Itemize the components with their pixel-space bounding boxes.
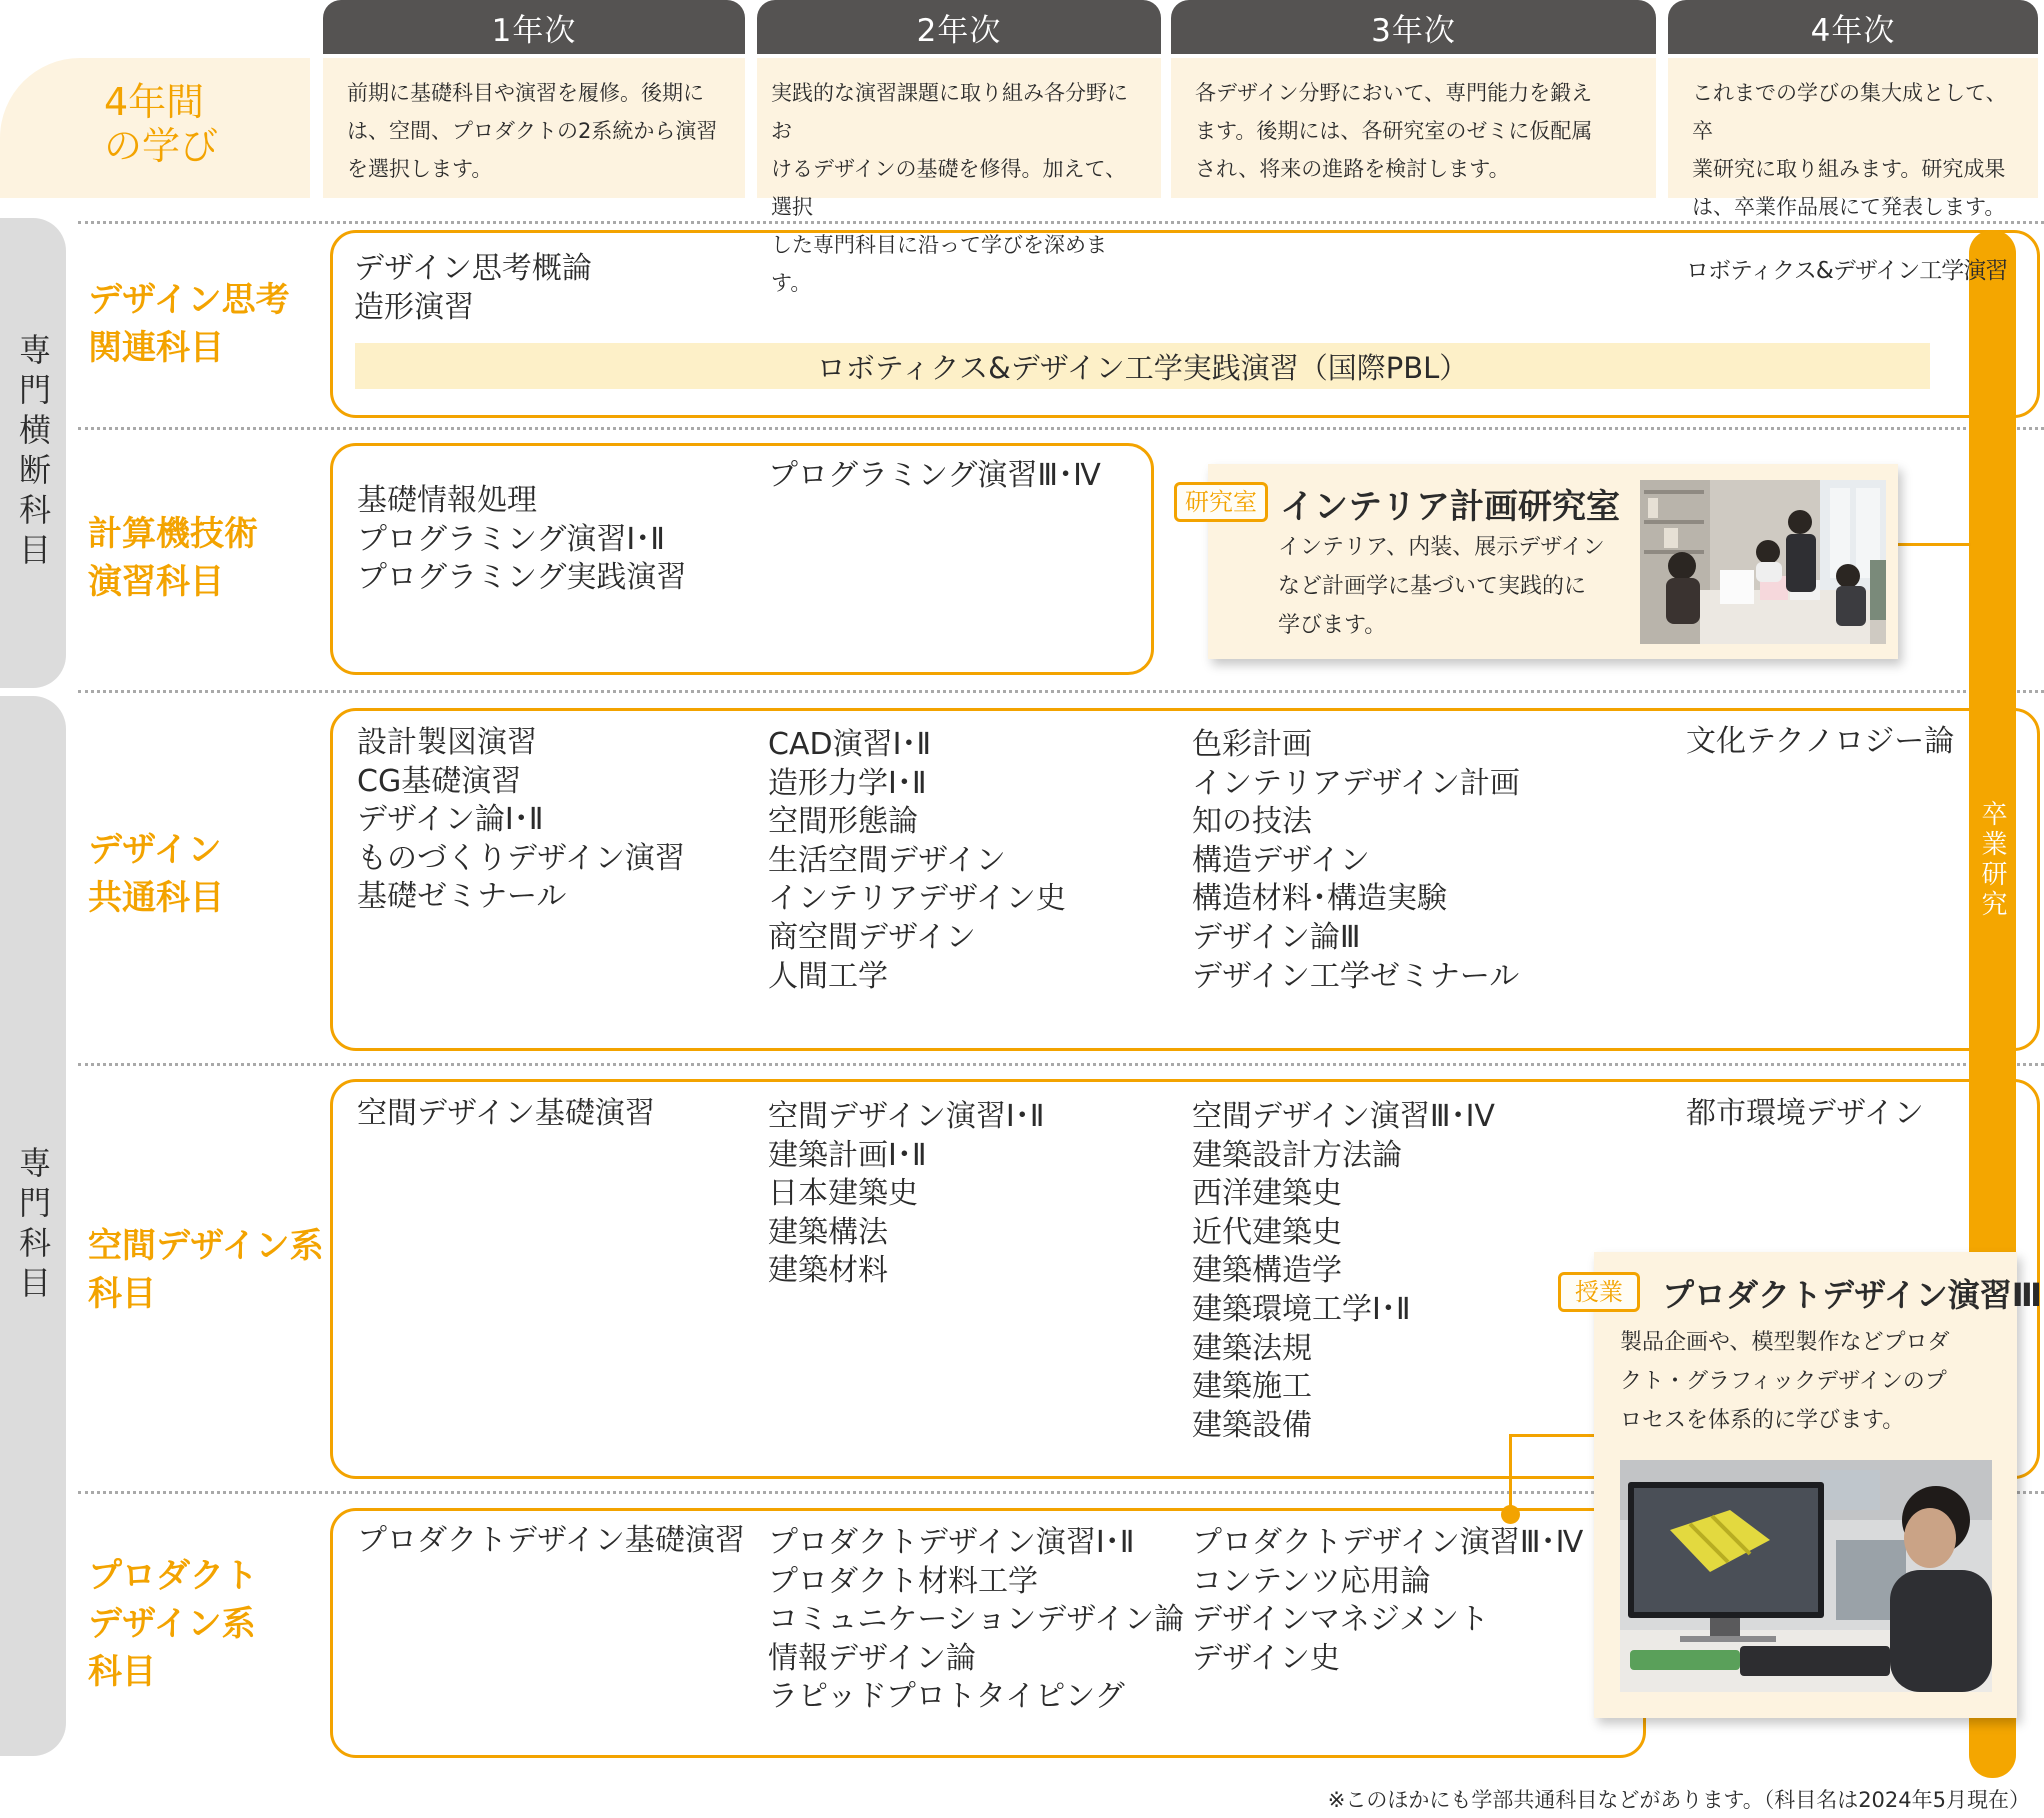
year-desc-3 bbox=[1171, 58, 1656, 198]
course-item: プログラミング演習Ⅲ･Ⅳ bbox=[768, 458, 1101, 493]
courses-common-y2 bbox=[768, 726, 1066, 996]
class-text-line: クト・グラフィックデザインのプ bbox=[1620, 1369, 1947, 1394]
desc-line: 業研究に取り組みます。研究成果 bbox=[1692, 157, 2006, 181]
year-desc-2 bbox=[757, 58, 1161, 295]
lab-connector-line bbox=[1898, 543, 1971, 546]
course-item: デザイン史 bbox=[1192, 1640, 1340, 1676]
four-year-line-2: の学び bbox=[104, 124, 219, 168]
course-item: 建築設計方法論 bbox=[1192, 1137, 1402, 1173]
lab-photo bbox=[1640, 480, 1886, 644]
class-photo-illustration bbox=[1620, 1460, 1992, 1692]
course-item: 建築材料 bbox=[768, 1253, 888, 1289]
courses-space-y1 bbox=[357, 1095, 655, 1134]
graduation-research-label: 卒業研究 bbox=[1977, 800, 2007, 920]
lab-text-line: など計画学に基づいて実践的に bbox=[1278, 574, 1587, 599]
course-item: 知の技法 bbox=[1192, 804, 1312, 840]
year-desc-1 bbox=[323, 58, 745, 198]
group-label-cross: 専門横断科目 bbox=[14, 333, 52, 573]
course-item: ラピッドプロトタイピング bbox=[768, 1679, 1125, 1715]
desc-line: けるデザインの基礎を修得。加えて、選択 bbox=[771, 157, 1127, 219]
class-photo bbox=[1620, 1460, 1992, 1692]
class-title: プロダクトデザイン演習Ⅲ bbox=[1662, 1276, 2043, 1314]
course-item: 建築構造学 bbox=[1192, 1253, 1342, 1289]
course-item: 文化テクノロジー論 bbox=[1686, 724, 1955, 759]
group-tab-cross bbox=[0, 218, 66, 688]
category-line: デザイン系 bbox=[88, 1604, 256, 1644]
class-connector-vertical bbox=[1509, 1434, 1512, 1514]
courses-space-y4 bbox=[1686, 1095, 1924, 1134]
desc-line: した専門科目に沿って学びを深めます。 bbox=[771, 233, 1107, 295]
year-header-2: 2年次 bbox=[757, 0, 1161, 54]
category-line: 演習科目 bbox=[88, 562, 224, 602]
class-text bbox=[1620, 1323, 1950, 1440]
course-item: デザインマネジメント bbox=[1192, 1602, 1489, 1638]
lab-title: インテリア計画研究室 bbox=[1280, 487, 1620, 527]
class-card bbox=[1575, 1252, 2043, 1718]
desc-line: され、将来の進路を検討します。 bbox=[1195, 157, 1510, 181]
course-item: デザイン論Ⅰ･Ⅱ bbox=[357, 802, 544, 838]
course-item: 都市環境デザイン bbox=[1686, 1096, 1924, 1131]
class-tag: 授業 bbox=[1558, 1272, 1640, 1312]
courses-common-y4 bbox=[1686, 723, 1954, 762]
course-item: コンテンツ応用論 bbox=[1192, 1563, 1431, 1599]
year-desc-4 bbox=[1668, 58, 2038, 219]
class-text-line: 製品企画や、模型製作などプロダ bbox=[1620, 1330, 1950, 1355]
course-item: コミュニケーションデザイン論 bbox=[768, 1602, 1185, 1638]
course-item: 建築法規 bbox=[1192, 1330, 1312, 1366]
course-item: インテリアデザイン史 bbox=[768, 881, 1066, 917]
course-item: 建築構法 bbox=[768, 1214, 888, 1250]
desc-line: は、卒業作品展にて発表します。 bbox=[1692, 195, 2006, 219]
desc-line: ます。後期には、各研究室のゼミに仮配属 bbox=[1195, 119, 1593, 143]
class-connector-horizontal bbox=[1510, 1434, 1594, 1437]
courses-space-y3 bbox=[1192, 1098, 1495, 1445]
course-item: インテリアデザイン計画 bbox=[1192, 765, 1520, 801]
course-item: 基礎情報処理 bbox=[357, 483, 537, 518]
course-item: 日本建築史 bbox=[768, 1176, 918, 1212]
course-item: 建築設備 bbox=[1192, 1407, 1312, 1443]
group-label-special: 専門科目 bbox=[14, 1146, 52, 1306]
course-item: 空間デザイン基礎演習 bbox=[357, 1096, 655, 1131]
courses-common-y3 bbox=[1192, 726, 1520, 996]
course-item: デザイン論Ⅲ bbox=[1192, 919, 1361, 955]
course-item: プロダクトデザイン基礎演習 bbox=[357, 1523, 745, 1558]
course-item: プロダクトデザイン演習Ⅲ･Ⅳ bbox=[1192, 1525, 1584, 1560]
category-design-thinking bbox=[88, 276, 290, 372]
lab-tag: 研究室 bbox=[1174, 482, 1268, 522]
lab-text-line: 学びます。 bbox=[1278, 613, 1387, 638]
courses-computing-y1 bbox=[357, 482, 686, 598]
desc-line: 各デザイン分野において、専門能力を鍛え bbox=[1195, 81, 1593, 105]
course-item: プロダクトデザイン演習Ⅰ･Ⅱ bbox=[768, 1525, 1135, 1560]
course-item: CG基礎演習 bbox=[357, 763, 522, 799]
category-computing bbox=[88, 510, 258, 606]
row-divider bbox=[78, 427, 2044, 430]
class-connector-dot bbox=[1501, 1505, 1520, 1524]
category-line: デザイン bbox=[88, 830, 222, 870]
group-tab-special bbox=[0, 696, 66, 1756]
course-item: CAD演習Ⅰ･Ⅱ bbox=[768, 727, 932, 762]
category-line: 関連科目 bbox=[88, 328, 224, 368]
lab-photo-illustration bbox=[1640, 480, 1886, 644]
category-line: 計算機技術 bbox=[88, 514, 258, 554]
year-header-4: 4年次 bbox=[1668, 0, 2038, 54]
course-item: 造形力学Ⅰ･Ⅱ bbox=[768, 765, 927, 801]
category-line: 共通科目 bbox=[88, 878, 224, 918]
category-line: 科目 bbox=[88, 1274, 156, 1314]
course-item: 建築計画Ⅰ･Ⅱ bbox=[768, 1137, 927, 1173]
courses-product-y1 bbox=[357, 1522, 745, 1561]
course-item: 人間工学 bbox=[768, 958, 888, 994]
category-line: デザイン思考 bbox=[88, 280, 290, 320]
row-divider bbox=[78, 690, 2044, 693]
course-item: 空間デザイン演習Ⅰ･Ⅱ bbox=[768, 1099, 1045, 1134]
desc-line: は、空間、プロダクトの2系統から演習 bbox=[347, 119, 718, 143]
course-item: ものづくりデザイン演習 bbox=[357, 840, 685, 876]
courses-design-thinking-y1 bbox=[354, 250, 592, 327]
desc-line: 実践的な演習課題に取り組み各分野にお bbox=[771, 81, 1128, 143]
courses-design-thinking-y4 bbox=[1686, 252, 2007, 291]
desc-line: を選択します。 bbox=[347, 157, 493, 181]
category-common bbox=[88, 826, 224, 922]
course-item: 西洋建築史 bbox=[1192, 1176, 1342, 1212]
courses-computing-y2 bbox=[768, 457, 1101, 496]
row-divider bbox=[78, 221, 2044, 224]
four-year-line-1: 4年間 bbox=[104, 80, 205, 124]
course-item: 色彩計画 bbox=[1192, 727, 1312, 762]
course-item: プロダクト材料工学 bbox=[768, 1563, 1038, 1599]
courses-product-y2 bbox=[768, 1524, 1184, 1717]
course-item: 空間デザイン演習Ⅲ･ⅠⅤ bbox=[1192, 1099, 1495, 1134]
lab-text bbox=[1278, 528, 1605, 645]
course-item: プログラミング実践演習 bbox=[357, 560, 687, 596]
course-item: 商空間デザイン bbox=[768, 919, 976, 955]
course-item: 近代建築史 bbox=[1192, 1214, 1342, 1250]
class-text-line: ロセスを体系的に学びます。 bbox=[1620, 1408, 1905, 1433]
course-item: ロボティクス&デザイン工学演習 bbox=[1686, 258, 2008, 284]
lab-text-line: インテリア、内装、展示デザイン bbox=[1278, 535, 1605, 560]
course-item: 生活空間デザイン bbox=[768, 842, 1006, 878]
course-item: 空間形態論 bbox=[768, 804, 918, 840]
course-item: 建築施工 bbox=[1192, 1369, 1312, 1405]
courses-product-y3 bbox=[1192, 1524, 1583, 1678]
course-item: 基礎ゼミナール bbox=[357, 879, 567, 915]
course-item: 設計製図演習 bbox=[357, 725, 537, 760]
course-item: プログラミング演習Ⅰ･Ⅱ bbox=[357, 521, 666, 557]
courses-space-y2 bbox=[768, 1098, 1045, 1291]
course-item: 情報デザイン論 bbox=[768, 1640, 976, 1676]
desc-line: これまでの学びの集大成として、卒 bbox=[1692, 81, 2007, 143]
year-header-1: 1年次 bbox=[323, 0, 745, 54]
pbl-span-course: ロボティクス&デザイン工学実践演習（国際PBL） bbox=[355, 343, 1930, 389]
category-line: プロダクト bbox=[88, 1556, 258, 1596]
course-item: 構造デザイン bbox=[1192, 842, 1370, 878]
course-item: 構造材料･構造実験 bbox=[1192, 881, 1447, 917]
category-line: 科目 bbox=[88, 1652, 156, 1692]
courses-common-y1 bbox=[357, 724, 685, 917]
category-space bbox=[88, 1222, 324, 1318]
course-item: デザイン思考概論 bbox=[354, 251, 592, 286]
year-header-3: 3年次 bbox=[1171, 0, 1656, 54]
course-item: 建築環境工学Ⅰ･Ⅱ bbox=[1192, 1291, 1411, 1327]
category-product bbox=[88, 1552, 258, 1696]
desc-line: 前期に基礎科目や演習を履修。後期に bbox=[347, 81, 704, 105]
course-item: 造形演習 bbox=[354, 289, 474, 325]
category-line: 空間デザイン系 bbox=[88, 1226, 324, 1266]
lab-card bbox=[1185, 464, 1898, 659]
row-divider bbox=[78, 1063, 2044, 1066]
course-item: デザイン工学ゼミナール bbox=[1192, 958, 1520, 994]
four-year-label bbox=[0, 58, 310, 198]
footnote: ※このほかにも学部共通科目などがあります。（科目名は2024年5月現在） bbox=[1327, 1788, 2030, 1812]
